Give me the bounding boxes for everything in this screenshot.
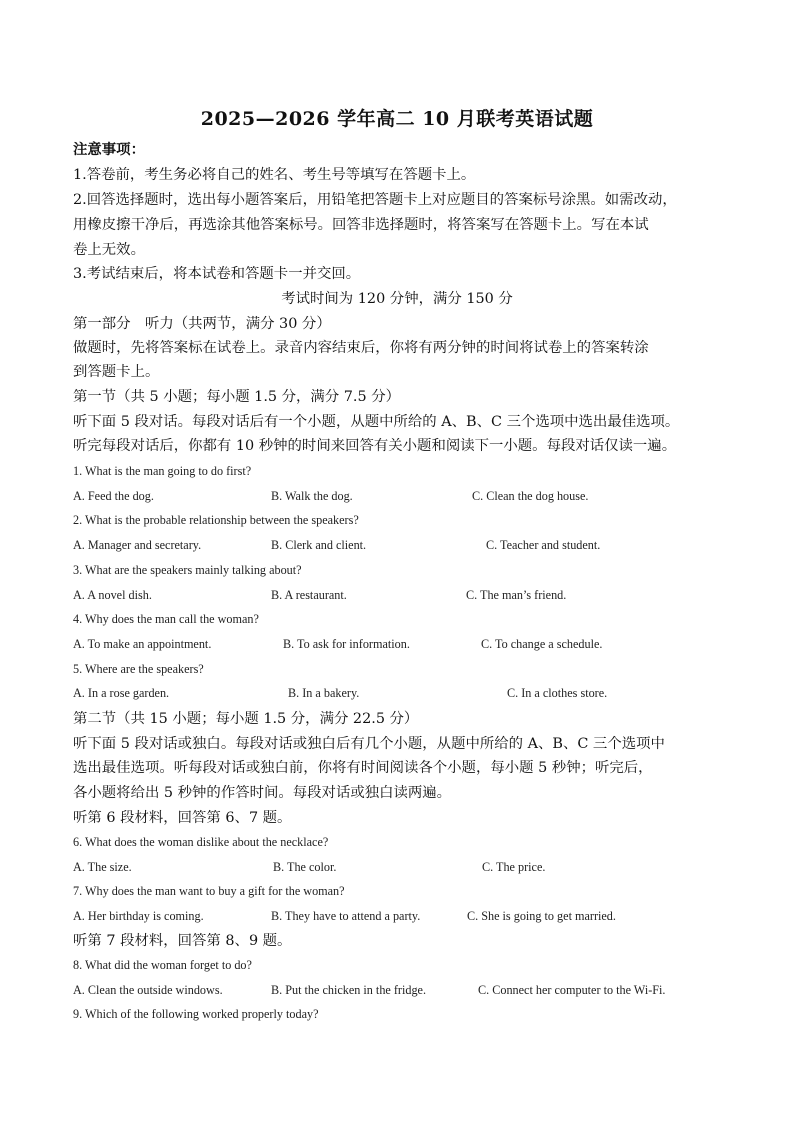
question-1: 1. What is the man going to do first? <box>73 464 252 478</box>
question-6: 6. What does the woman dislike about the necklace? <box>73 835 329 849</box>
question-2: 2. What is the probable relationship between the speakers? <box>73 513 359 527</box>
question-8-option-b: B. Put the chicken in the fridge. <box>271 983 427 997</box>
part1-instruction-line-2: 到答题卡上。 <box>73 364 160 380</box>
part1-instruction-line-1: 做题时，先将答案标在试卷上。录音内容结束后，你将有两分钟的时间将试卷上的答案转涂 <box>73 340 649 356</box>
question-3-option-b: B. A restaurant. <box>271 588 347 602</box>
notice-item-2-line-1: 2.回答选择题时，选出每小题答案后，用铅笔把答题卡上对应题目的答案标号涂黑。如需改动， <box>73 192 677 208</box>
section2-instruction-line-3: 各小题将给出 5 秒钟的作答时间。每段对话或独白读两遍。 <box>73 785 452 801</box>
section1-instruction-line-2: 听完每段对话后，你都有 10 秒钟的时间来回答有关小题和阅读下一小题。每段对话仅读一遍。 <box>73 438 677 454</box>
page-title: 2025—2026 学年高二 10 月联考英语试题 <box>200 108 594 130</box>
question-5-option-b: B. In a bakery. <box>288 686 360 700</box>
question-7-option-a: A. Her birthday is coming. <box>73 909 204 923</box>
question-1-option-b: B. Walk the dog. <box>271 489 353 503</box>
notice-item-3: 3.考试结束后，将本试卷和答题卡一并交回。 <box>73 266 361 282</box>
question-6-option-a: A. The size. <box>73 860 132 874</box>
question-3-option-a: A. A novel dish. <box>73 588 152 602</box>
notice-item-1: 1.答卷前，考生务必将自己的姓名、考生号等填写在答题卡上。 <box>73 167 476 183</box>
section2-heading: 第二节（共 15 小题；每小题 1.5 分，满分 22.5 分） <box>73 711 419 727</box>
question-8-option-a: A. Clean the outside windows. <box>73 983 223 997</box>
question-7: 7. Why does the man want to buy a gift for the woman? <box>73 884 345 898</box>
notice-item-2-line-2: 用橡皮擦干净后，再选涂其他答案标号。回答非选择题时，将答案写在答题卡上。写在本试 <box>73 217 649 233</box>
question-4: 4. Why does the man call the woman? <box>73 612 259 626</box>
question-2-option-b: B. Clerk and client. <box>271 538 367 552</box>
section1-instruction-line-1: 听下面 5 段对话。每段对话后有一个小题，从题中所给的 A、B、C 三个选项中选出最佳选项。 <box>73 414 680 430</box>
question-1-option-c: C. Clean the dog house. <box>472 489 589 503</box>
question-5: 5. Where are the speakers? <box>73 662 204 676</box>
part1-heading: 第一部分 听力（共两节，满分 30 分） <box>73 316 331 332</box>
question-6-option-b: B. The color. <box>273 860 337 874</box>
question-5-option-a: A. In a rose garden. <box>73 686 170 700</box>
question-1-option-a: A. Feed the dog. <box>73 489 154 503</box>
question-7-option-c: C. She is going to get married. <box>467 909 616 923</box>
question-3: 3. What are the speakers mainly talking about? <box>73 563 302 577</box>
notice-item-2-line-3: 卷上无效。 <box>73 242 145 258</box>
material-6-heading: 听第 6 段材料，回答第 6、7 题。 <box>73 810 292 826</box>
question-7-option-b: B. They have to attend a party. <box>271 909 421 923</box>
section1-heading: 第一节（共 5 小题；每小题 1.5 分，满分 7.5 分） <box>73 389 401 405</box>
material-7-heading: 听第 7 段材料，回答第 8、9 题。 <box>73 933 292 949</box>
question-9: 9. Which of the following worked properly today? <box>73 1007 319 1021</box>
question-3-option-c: C. The man’s friend. <box>466 588 567 602</box>
question-2-option-a: A. Manager and secretary. <box>73 538 202 552</box>
section2-instruction-line-2: 选出最佳选项。听每段对话或独白前，你将有时间阅读各个小题，每小题 5 秒钟；听完后， <box>73 760 653 776</box>
question-4-option-a: A. To make an appointment. <box>73 637 212 651</box>
notice-heading: 注意事项： <box>73 141 145 158</box>
question-4-option-b: B. To ask for information. <box>283 637 410 651</box>
section2-instruction-line-1: 听下面 5 段对话或独白。每段对话或独白后有几个小题，从题中所给的 A、B、C 三个选项中 <box>73 736 665 752</box>
question-8-option-c: C. Connect her computer to the Wi-Fi. <box>478 983 666 997</box>
question-8: 8. What did the woman forget to do? <box>73 958 252 972</box>
question-4-option-c: C. To change a schedule. <box>481 637 603 651</box>
question-6-option-c: C. The price. <box>482 860 546 874</box>
question-5-option-c: C. In a clothes store. <box>507 686 608 700</box>
question-2-option-c: C. Teacher and student. <box>486 538 601 552</box>
exam-time: 考试时间为 120 分钟，满分 150 分 <box>281 291 513 307</box>
